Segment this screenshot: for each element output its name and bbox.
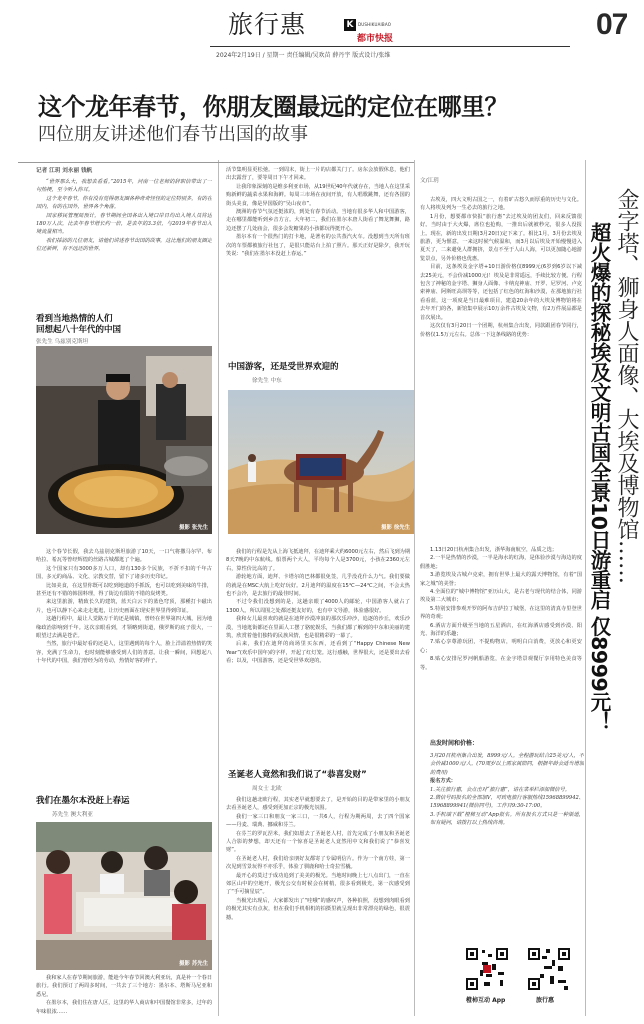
byline: 记者 江玥 刘永丽 钱帆 — [36, 168, 93, 174]
photo-credit: 摄影 张先生 — [179, 525, 208, 531]
promo-body — [420, 196, 582, 526]
photo-middle-east-desert — [228, 390, 414, 534]
column-divider-2 — [414, 160, 415, 1016]
body-paragraph: 墨尔本有一个很热门的打卡地，是著名的公共蒸汽火车。没想到当天所有班次的车票都被旅行社包了，是很只能站台上拍了照片。那天正好是除夕，我开玩笑说：“我们在墨尔本没赶上春运。” — [226, 234, 410, 258]
story-byline: 周女士 北欧 — [252, 786, 282, 792]
story-title: 我们在墨尔本没赶上春运 — [36, 796, 130, 806]
info-paragraph: 3.手机端下载“橙柿互动”App报名。所有报名方式只是一种渠道，如有疑问，请拨打以上热线咨询。 — [430, 811, 584, 827]
page-header — [0, 0, 644, 86]
story-title: 中国游客，还是受世界欢迎的 — [228, 362, 339, 372]
qr-label: 橙柿互动 App — [466, 997, 506, 1004]
byline: 文/江玥 — [420, 178, 439, 184]
story-byline: 苏先生 澳大利亚 — [52, 812, 93, 818]
body-paragraph: 我们这趟北欧行程，其实老早就想要去了，是开始的目的是带家里的小朋友去看圣诞老人，感受到更加正宗的极光氛围。 — [226, 797, 410, 812]
header-rule — [210, 46, 570, 47]
body-paragraph: 来这里旅游，精致长久的建筑，蓝天白云下的蓝色穹顶，那種打卡磁出片，也可以静下心来走走逛逛，让历史画面在现实世界里得到印证。 — [36, 599, 212, 614]
vertical-headline-1: 金字塔、狮身人面像、大埃及博物馆…… — [614, 188, 639, 584]
headline-subtitle: 四位朋友讲述他们春节出国的故事 — [38, 124, 308, 145]
list-item: 5.特别安排参观开罗的阿布吉萨拉丁城堡，在这里的清真寺里登世界的奇观； — [420, 605, 582, 621]
body-paragraph: 不过令我们没想到的是，这趟亲眼了4000人的邮轮，中国游客人就占了1300人。所以周围之处都还挺友好的，也有中文导游，体验感很好。 — [226, 599, 410, 614]
info-paragraph: 2.微信号码报名的全部加V，可致电旅行客服热线15968899942、15968899941(微信同号)，工作日9:30-17:00。 — [430, 795, 584, 810]
body-paragraph: 比如美食，在这里你既可以吃到地道的手抓饭，也可以吃到美味的牛排，甚至还有不错的韩国料理，得了街边有限的不错的炭烤类。 — [36, 582, 212, 598]
body-paragraph: 目前，这条埃及金字塔+10日游价格仅8999元(6岁到6岁以下减去25美元，不会价减1000元)！埃及是非常遥远，手续比较方便。行程包含了神秘的金字塔、狮身人面像、卡纳克神庙、开罗、尼罗河、卢克索神庙、阿斯旺高坝等等，还包括了红色的红海和沙漠，在那地旅行社看看蓝，这一项度是当日最难项目，建造20余年的大埃及博物馆将在去年开门的各，新馆集中展示10万余件古埃及文物，有2万件展品都是首次展出。 — [420, 264, 582, 321]
list-item: 3.游览埃及古城卢克索，拥有世界上最大的露天博物馆，有着“国家之城”的美誉； — [420, 572, 582, 587]
photo-credit: 摄影 苏先生 — [179, 961, 208, 967]
body-paragraph: 我和女儿最喜欢的就是在迪拜沙漠冲浪的那次乐冲沙，追逐的沙丘，欢乐沙漠，当地逛街都还在里面人工摆了骆驼娱乐，当我们都了解到的中东和美丽的建筑，欣赏着他们独特的民族风情，也是很精彩的一幕了。 — [226, 616, 410, 640]
col2-top-body — [226, 166, 410, 360]
lead-paragraph: “世界那么大，我想去看看。”2015年，河南一位老师的辞职信带出了一句热梗，至今听入你耳。 — [36, 179, 212, 194]
qr-code-icon — [464, 946, 510, 992]
column-divider-1 — [218, 160, 219, 1016]
body-paragraph: 当极光出现后，大家都发出了“哇哦”的感叹声，各种拍照，没想到肉眼看到的极光其实有点灰，但在我们手机相机的拍摄里就呈现出非常漂亮的绿色，很震撼。 — [226, 897, 410, 921]
body-paragraph: 在圣诞老人村，我们给亲朋好友都寄了专属明信片。作为一个南方娃，第一次见到雪景玩得不亦乐乎，体验了驯鹿和哈士奇拉雪橇。 — [226, 855, 410, 871]
photo-credit: 摄影 徐先生 — [381, 525, 410, 531]
promo-list — [420, 546, 582, 726]
story1-body — [36, 548, 212, 788]
logo-mark-icon: K — [344, 19, 356, 31]
photo-melbourne-family — [36, 822, 212, 970]
info-paragraph: 3月20日杭州集合出发，8999元/人。全程游玩结合25美元/人，不会价减1000元/人。(70周岁以上需家属陪同，根据年龄会适当增加的费用) — [430, 753, 584, 776]
section-title: 旅行惠 — [228, 10, 307, 39]
story-byline: 徐先生 中东 — [252, 378, 282, 384]
body-paragraph: 游轮地方面，迪拜、卡塔尔的巴林都很免签，几乎没花什么力气。我们要做的就是在MSC大航上吃好玩好。2月迪拜的温度在15℃—24℃之间，不会太热也不会冷，是去旅行的最佳时间。 — [226, 574, 410, 598]
photo-uzbekistan-drawing — [36, 346, 212, 534]
list-item: 4.全面位的“城中博物馆”亚历山大，是古老与现代的结合体，同游埃及第二大城市； — [420, 589, 582, 604]
body-paragraph: 这次仅有3月20日一个团期，杭州集合出发，同款跟团春节同行，价格仅1.5万元左右。总体一下这条线路的优势： — [420, 323, 582, 338]
headline-title: 这个龙年春节，你朋友圈最远的定位在哪里？ — [38, 93, 508, 121]
lead-paragraph: 国家移民管理局预计，春节期间全国各出入境口岸日均出入境人员将达180万人次，比去年春节增长约一倍，是去年的3.3倍，与2019年春节出入境流量相当。 — [36, 212, 212, 236]
photo-melbourne-drawing — [36, 822, 212, 970]
lead-text — [36, 178, 212, 298]
qr-code-icon — [526, 946, 572, 992]
qr-code-travel[interactable] — [526, 946, 572, 992]
list-item: 6.酒店方面升级至当地的五星酒店，在红海酒店感受到沙漠、阳光、海洋的乐趣； — [420, 622, 582, 638]
story4-body — [226, 796, 410, 1020]
header-meta: 2024年2月19日 / 星期一 责任编辑/吴欢苗 薛丹宇 版式设计/张维 — [216, 52, 391, 59]
list-item: 2.一半是热情的沙漠，一半是海水的红海，是体验沙漠与海边的度假胜地； — [420, 555, 582, 570]
body-paragraph: 活节集明显更松弛。一到周末，街上一片的店都关门了。房东会放假休息，他们出去露营了，要等周日下午才回来。 — [226, 167, 410, 182]
list-item: 7.贴心享尊游玩团，不提购物店，明明白白消费，更放心和更安心； — [420, 639, 582, 654]
body-paragraph: 在墨尔本，我们住在唐人区，这里的华人商店和中国餐馆非常多，过年的年味很浓…… — [36, 1000, 212, 1015]
story-title: 圣诞老人竟然和我们说了“恭喜发财” — [228, 770, 367, 780]
story3-body — [226, 548, 410, 762]
list-item: 1.13日20日杭州集合出发，浙华海南航空，品质之选； — [430, 547, 558, 553]
story-byline: 张先生 乌兹别克斯坦 — [36, 339, 89, 345]
body-paragraph: 澳洲的春节气氛还挺浓的，到处有春节活动。当地有很多华人和中国游客，走在哪里都能听到乡音方言。大年初二，我们在墨尔本唐人街看了舞龙舞狮，路边还摆了几处庙会，很多会发糖果的小孩都玩得挺开心。 — [226, 209, 410, 232]
page-number: 07 — [596, 8, 628, 41]
body-paragraph: 古埃及，四大文明古国之一，有着旷古悠久而厚重的历史与文化。有人将埃及列为一生必去的旅行之地。 — [420, 197, 582, 212]
qr-code-app[interactable] — [464, 946, 510, 992]
info-body — [430, 752, 584, 936]
lead-paragraph: 我们採訪的几位朋友，请他们讲述春节出国的故事，这比他们的朋友圈定位还新鲜，有不远还的世界。 — [36, 237, 212, 253]
story-title: 看到当地热情的人们 回想起八十年代的中国 — [36, 314, 122, 335]
body-paragraph: 这个春节长假，我去乌兹别克斯坦旅游了10天，一口气将撒马尔罕、布哈拉、希瓦等曾经辉煌的丝路古城都逛了个遍。 — [36, 549, 212, 564]
logo-name: 都市快报 — [357, 34, 394, 44]
lead-paragraph: 这个龙年春节，你有没有觉得朋友圈各种奇奇怪怪的定位特别多，有的在国内，有的在国外，世界各个角落。 — [36, 195, 212, 211]
photo-desert-drawing — [228, 390, 414, 534]
body-paragraph: 我们的行程是先从上海飞抵迪拜，在迪拜乘大约6000元左右，然后飞到为期8天7晚的中东航线。船票两个大人，平均每个人是3700元，小孩在2360元左右，算性价比高的了。 — [226, 549, 410, 572]
body-paragraph: 这个国家只有3000多万人口，却有130多个民族，不折不扣的千年古国，多元的商品、文化、宗教交替，留下了诸多历史印记。 — [36, 565, 212, 581]
body-paragraph: 在芬兰的罗瓦涅米，我们如愿去了圣诞老人村，首先完成了小朋友和圣诞老人合影的梦想，却天还有一个惊喜是圣诞老人竟然用中文和我们说了“恭喜发财”。 — [226, 830, 410, 854]
list-item: 8.贴心安排尼罗河帆船游览，在金字塔景观餐厅享用特色美食等等。 — [420, 656, 582, 671]
body-paragraph: 后来，我们在迪拜的商场里买东西，还看到了“Happy Chinese New Year”(欢乐中国年)的字样，开起了红灯笼。这行感触，世界很大，还是要出去看看；以及，中国游客，还是受世界欢迎的。 — [226, 641, 410, 665]
body-paragraph: 这趟行程中，最让人觉路万千的还是城镇，曾经在世界第四大城，因为地缘政治影响到千年。这次亲眼看到，才领略到街道，俄罗斯的底子很大，一眼望过去满是苍茫。 — [36, 616, 212, 640]
info-paragraph: 报名方式： — [430, 778, 456, 785]
body-paragraph: 我和家人在春节期间旅游，能趁今年春节回澳大利亚玩，真是补一个春日旅行。我们预订了两周多时间，一共去了三个地方：墨尔本、塔斯马尼亚和悉尼。 — [36, 975, 212, 998]
body-paragraph: 当然，旅行中最好看的还是人，这里遇到的每个人，脸上洋溢着热情的笑容，充满了生命力，也时刻能够感受到人们的善意。让我一瞬间，回想起八十年代的中国，我们曾经为的劳动，热情好客的样子。 — [36, 641, 212, 665]
story2-body — [36, 974, 212, 1022]
photo-uzbekistan-market — [36, 346, 212, 534]
info-title: 出发时间和价格： — [430, 740, 479, 747]
info-paragraph: 1.关注旅行惠，会点击对“旅行惠”，请在菜单栏添加微信号。 — [430, 786, 570, 793]
body-paragraph: 最开心的莫过于成功追到了美美的极光。当地时间晚上七八点出门，一直在郊区山中的空地开，极光公交有时候会在树梢，很多看到极光，第一次感受到了“手可摘星辰”。 — [226, 872, 410, 896]
body-paragraph: 我们一家三口和朋友一家三口，一共6人，行程为期两周，去了四个国家——丹麦、瑞典、挪威和芬兰。 — [226, 813, 410, 829]
body-paragraph: 让我印象深刻的是维多利亚市场，从19世纪40年代就存在，当地人在这里采购新鲜的蔬菜水果和海鲜。每周三市场在夜间开放，有人唱歌跳舞，还有各国的街头美食，像是异国版的“吴山夜市”。 — [226, 183, 410, 207]
vertical-headline-2: 超火爆的探秘埃及文明古国全景10日游重启 仅8999元！ — [587, 222, 611, 732]
logo-sub: DUSHIKUAIBAO — [358, 22, 392, 27]
qr-label: 旅行惠 — [536, 997, 555, 1004]
body-paragraph: 1月份，想要都市快报“旅行惠”去过埃及的团友们，回来反馈很好。当时由于大火爆，席位也抢购，一推出后就被秒完，很多人没报上。现在，新的出发日期(3月20日)定下来了。相比1月，3月份去埃及旅游，更为惬意，一来这时候气候温和，而3月以后埃及开始慢慢进入夏天了，二来避免人群拥挤，景点不至于人山人海，可以更加随心地游览景点，另外价格也优惠。 — [420, 213, 582, 262]
lead-rule — [18, 162, 414, 163]
logo — [344, 19, 414, 45]
